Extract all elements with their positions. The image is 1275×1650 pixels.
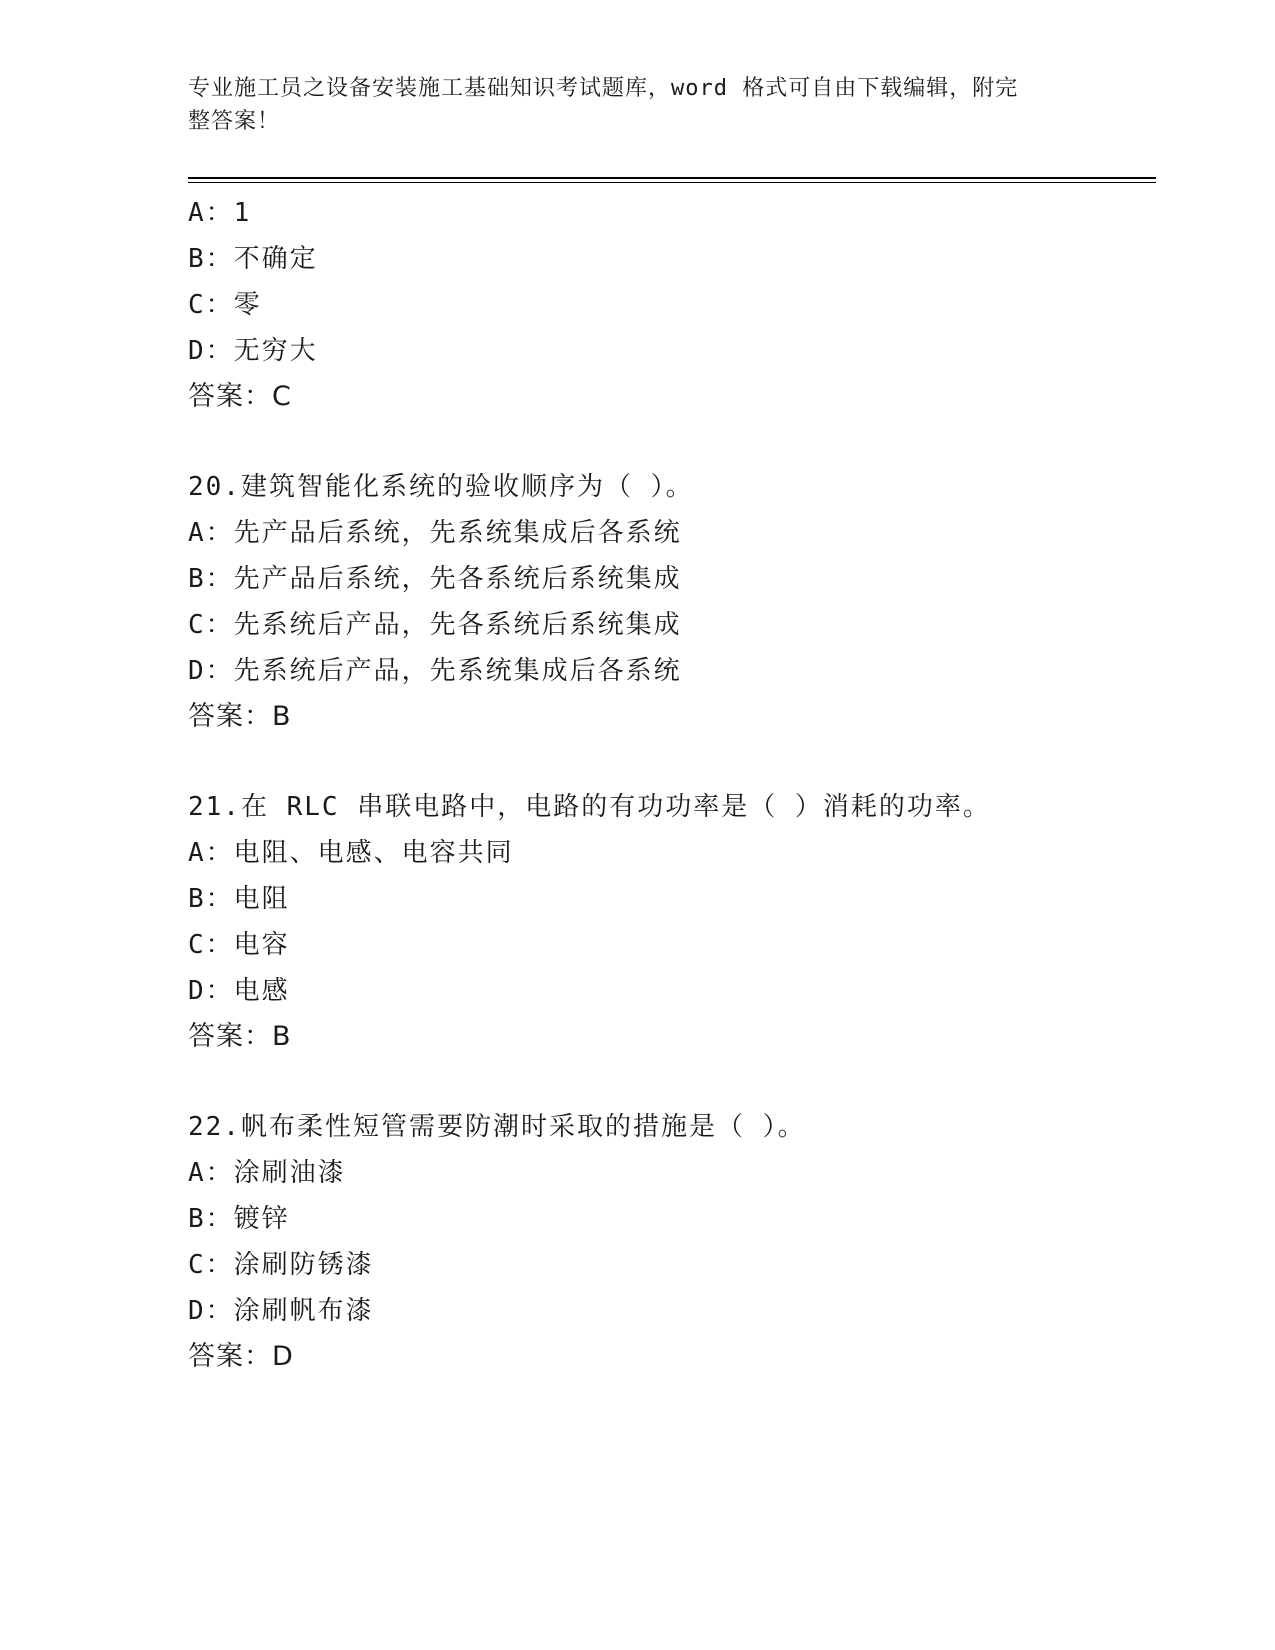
header-line-1: 专业施工员之设备安装施工基础知识考试题库，word 格式可自由下载编辑，附完	[188, 76, 1019, 101]
answer: 答案：B	[188, 1021, 292, 1052]
option-b: B：电阻	[188, 884, 290, 914]
question-19	[188, 190, 1148, 420]
option-a: A：涂刷油漆	[188, 1158, 346, 1188]
option-c: C：零	[188, 290, 262, 320]
option-d: D：涂刷帆布漆	[188, 1296, 374, 1326]
option-d: D：电感	[188, 976, 290, 1006]
option-d: D：无穷大	[188, 336, 318, 366]
option-c: C：电容	[188, 930, 290, 960]
question-21	[188, 784, 1148, 1060]
answer: 答案：B	[188, 701, 292, 732]
option-c: C：涂刷防锈漆	[188, 1250, 374, 1280]
option-c: C：先系统后产品，先各系统后系统集成	[188, 610, 682, 640]
header-divider-thin	[188, 182, 1156, 183]
option-a: A：电阻、电感、电容共同	[188, 838, 514, 868]
header-divider-thick	[188, 177, 1156, 179]
answer: 答案：C	[188, 381, 292, 412]
question-22	[188, 1104, 1148, 1380]
question-20	[188, 464, 1148, 740]
option-a: A：1	[188, 198, 252, 228]
option-b: B：先产品后系统，先各系统后系统集成	[188, 564, 682, 594]
option-a: A：先产品后系统，先系统集成后各系统	[188, 518, 682, 548]
document-header	[188, 72, 1068, 138]
question-text: 21.在 RLC 串联电路中，电路的有功功率是（ ）消耗的功率。	[188, 792, 991, 822]
question-text: 22.帆布柔性短管需要防潮时采取的措施是（ ）。	[188, 1112, 806, 1142]
option-b: B：不确定	[188, 244, 318, 274]
answer: 答案：D	[188, 1341, 294, 1372]
question-text: 20.建筑智能化系统的验收顺序为（ ）。	[188, 472, 694, 502]
question-list	[188, 190, 1148, 1380]
option-b: B：镀锌	[188, 1204, 290, 1234]
option-d: D：先系统后产品，先系统集成后各系统	[188, 656, 682, 686]
header-line-2: 整答案！	[188, 109, 281, 134]
